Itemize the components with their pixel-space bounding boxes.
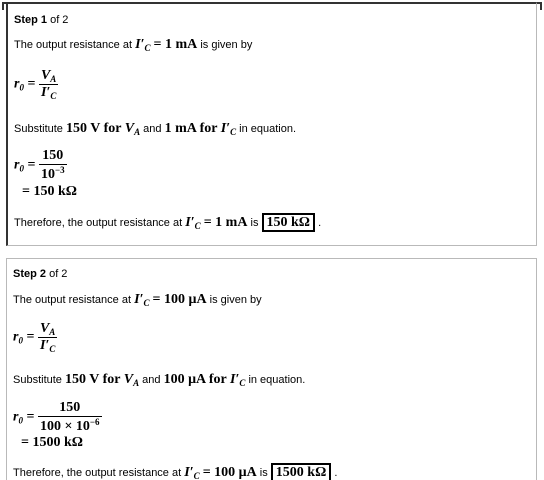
step-1-subst-val1: 150 V for $V_A$	[65, 121, 141, 137]
step-1-substitute: Substitute 150 V for $V_A$ and 1 mA for $I'_C$ in equation.	[14, 121, 297, 137]
step-1-intro-pre: The output resistance at	[14, 39, 136, 51]
step-2-conclusion: Therefore, the output resistance at $I'_C = 100$ μA is 1500 kΩ .	[13, 465, 338, 480]
step-1-conclusion: Therefore, the output resistance at $I'_C = 1$ mA is 150 kΩ .	[14, 215, 322, 231]
step-1-title-bold: Step 1	[14, 14, 48, 26]
step-1-panel	[6, 2, 537, 246]
step-1-result: = 150 kΩ	[22, 184, 77, 199]
step-2-answer-box: 1500 kΩ	[271, 463, 332, 480]
step-2-result: = 1500 kΩ	[21, 435, 83, 450]
step-1-answer-box: 150 kΩ	[262, 213, 316, 232]
step-2-formula-fraction: $\frac{V_A}{I'_C}$	[39, 321, 56, 354]
step-1-title-rest: of 2	[47, 14, 69, 26]
step-1-intro-post: is given by	[200, 39, 253, 51]
step-2-panel	[6, 258, 537, 480]
step-2-calculation: $r_0$ = $\frac{150}{100 \times 10^{-6}}$	[13, 400, 100, 434]
step-1-subst-val2: 1 mA for $I'_C$	[164, 121, 237, 137]
step-1-calc-fraction: $\frac{150}{10^{-3}}$	[40, 148, 65, 182]
step-1-intro	[14, 37, 252, 53]
step-1-calculation: $r_0$ = $\frac{150}{10^{-3}}$	[14, 148, 65, 182]
step-2-calc-fraction: $\frac{150}{100 \times 10^{-6}}$	[39, 400, 100, 434]
step-2-title	[13, 268, 67, 280]
step-2-intro-cond: = 100 μA	[152, 292, 207, 307]
step-2-substitute: Substitute 150 V for $V_A$ and 100 μA for $I'_C$ in equation.	[13, 372, 306, 388]
step-1-intro-var: $I'_C$	[135, 37, 151, 53]
step-2-intro: The output resistance at $I'_C = 100$ μA is given by	[13, 292, 262, 308]
step-1-intro-cond: = 1 mA	[153, 37, 198, 52]
step-1-title	[14, 14, 68, 26]
step-2-title-rest: of 2	[46, 268, 68, 280]
step-1-formula-fraction: $\frac{V_A}{I'_C}$	[40, 68, 57, 101]
step-2-formula: $r_0$ = $\frac{V_A}{I'_C}$	[13, 321, 56, 354]
step-1-formula: $r_0$ = $\frac{V_A}{I'_C}$	[14, 68, 57, 101]
step-2-title-bold: Step 2	[13, 268, 47, 280]
